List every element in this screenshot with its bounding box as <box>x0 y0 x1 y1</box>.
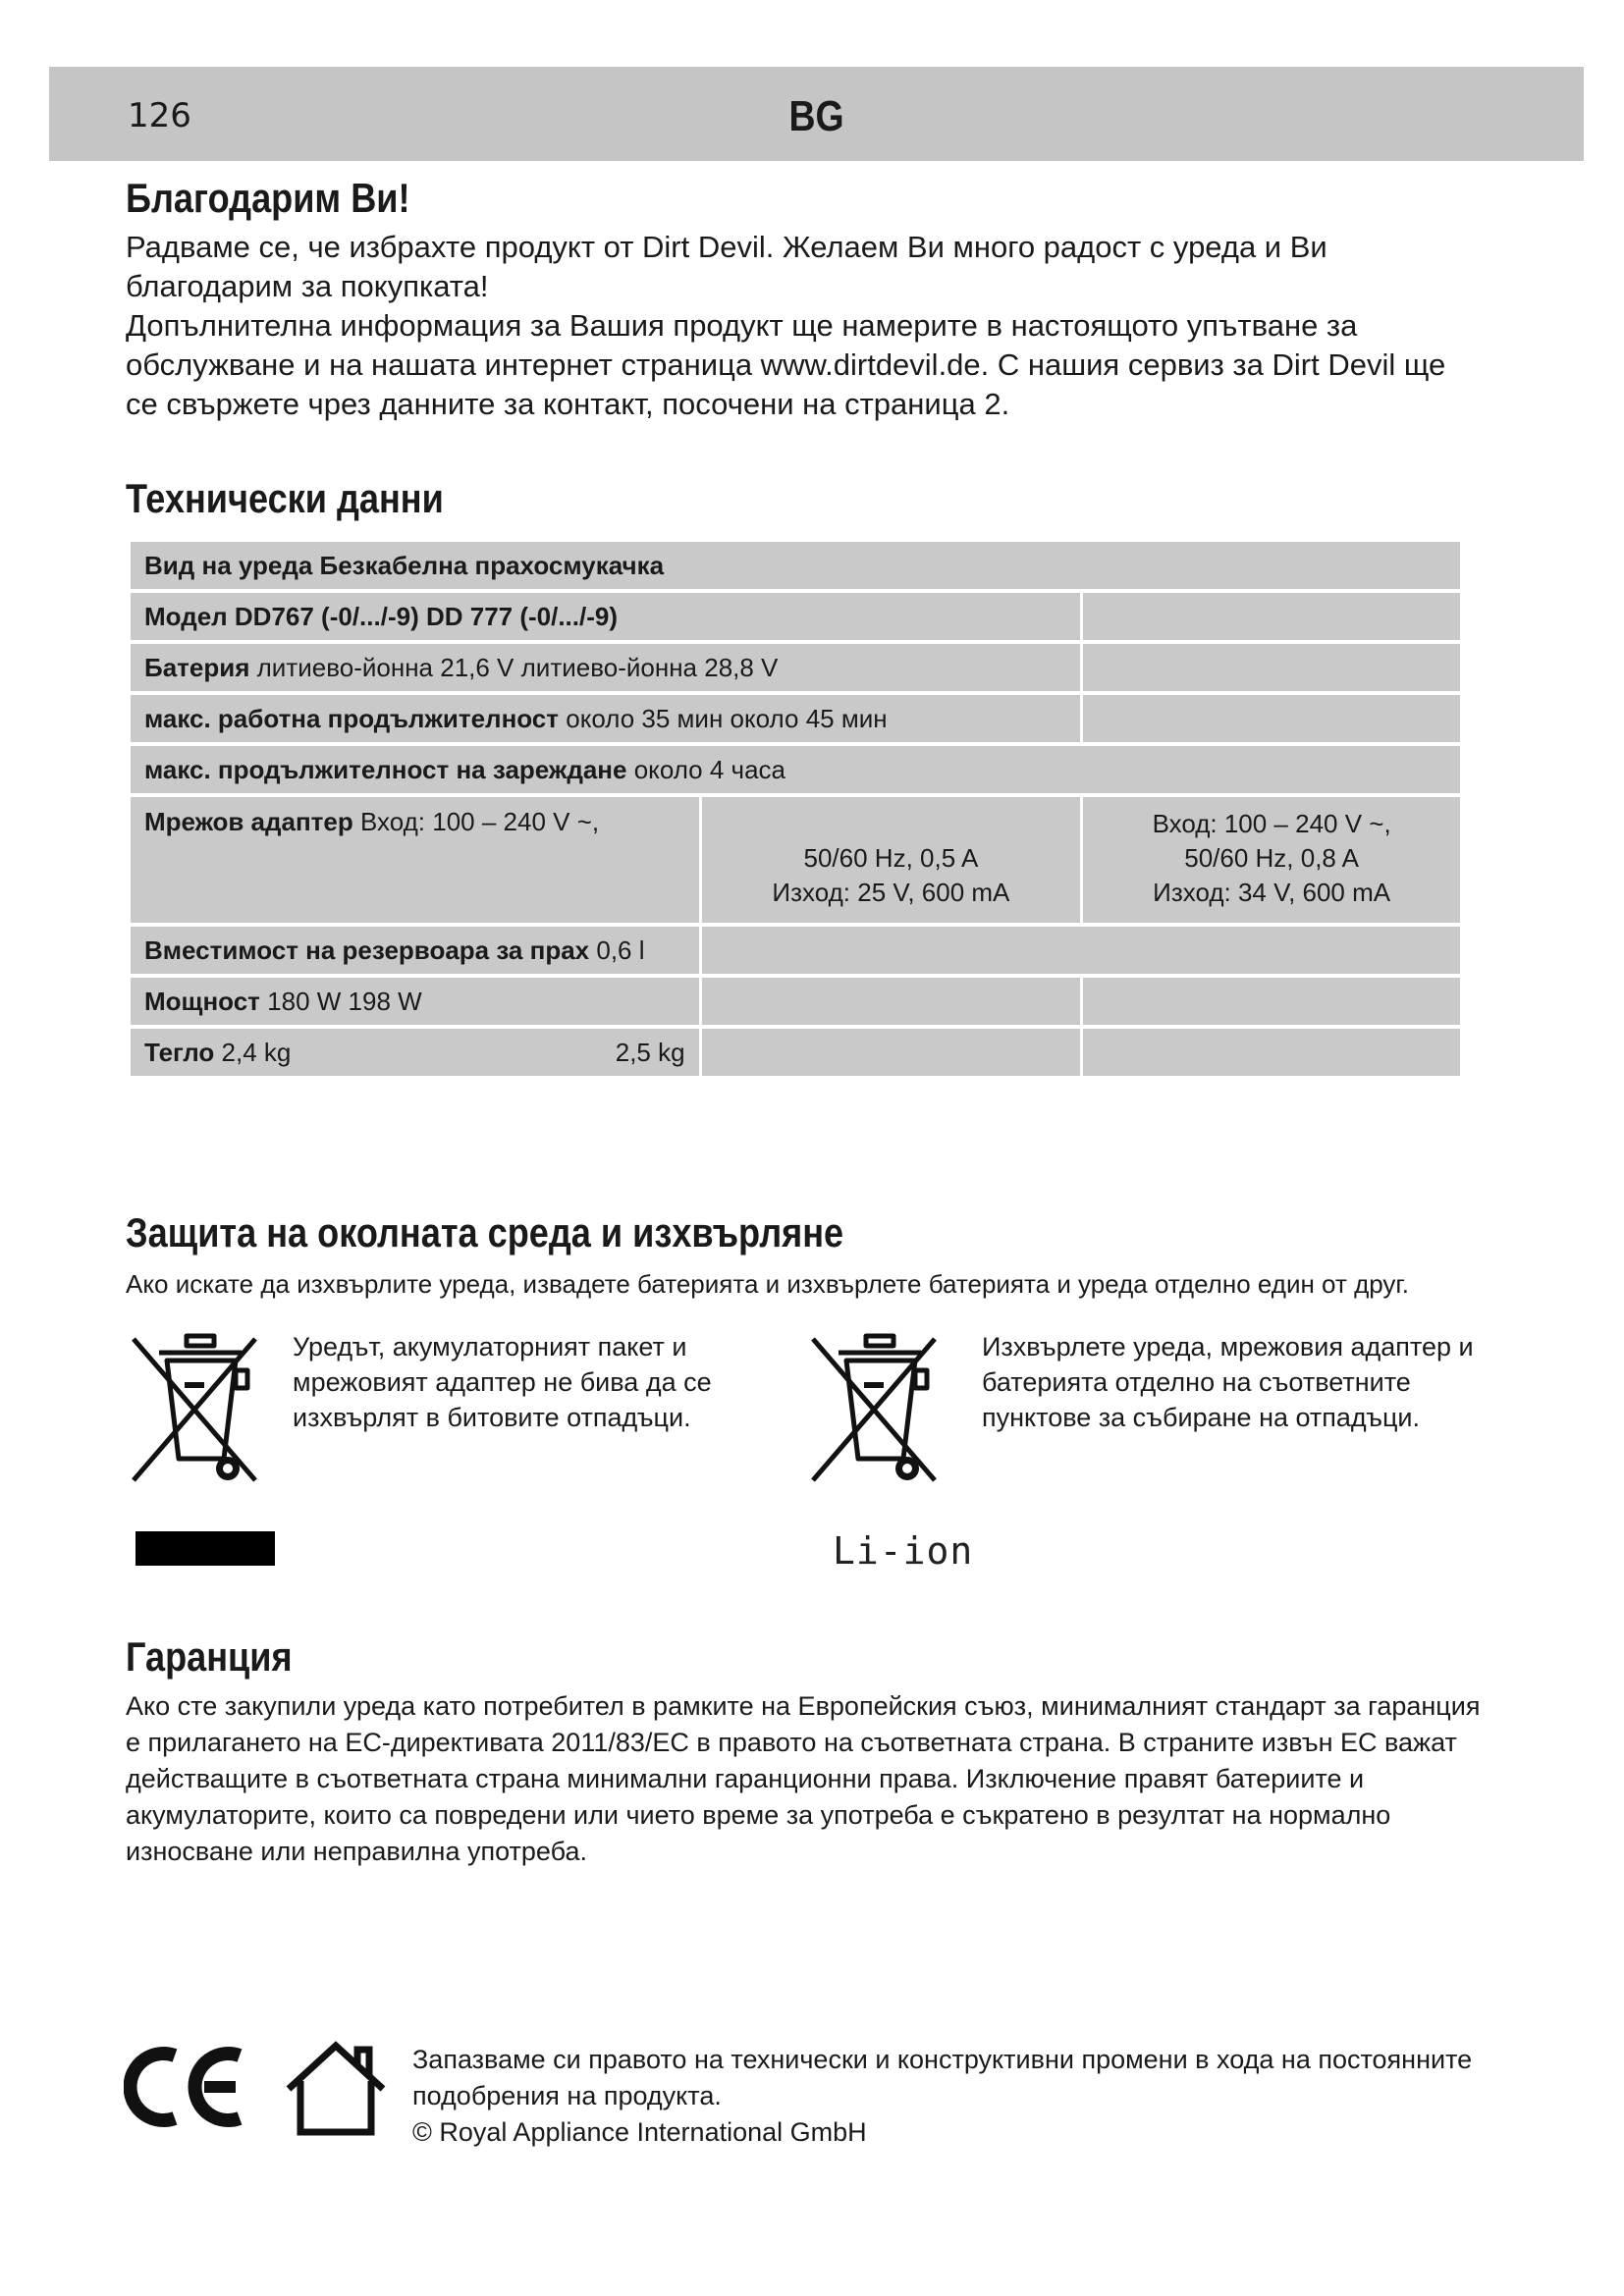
environment-intro: Ако искате да изхвърлите уреда, извадете батерията и изхвърлете батерията и уреда отделно един от друг. <box>126 1269 1409 1299</box>
black-bar <box>135 1531 275 1566</box>
footer-line-2: © Royal Appliance International GmbH <box>412 2117 867 2147</box>
environment-heading: Защита на околната среда и изхвърляне <box>126 1209 844 1255</box>
adapter-col3: Вход: 100 – 240 V ~, 50/60 Hz, 0,8 A Изход: 34 V, 600 mA <box>1083 797 1460 923</box>
table-row <box>131 927 1460 974</box>
footer-line-1: Запазваме си правото на технически и конструктивни промени в хода на постоянните подобрения на продукта. <box>412 2045 1473 2110</box>
type-cell: Вид на уреда Безкабелна прахосмукачка <box>131 542 1460 589</box>
table-row <box>131 746 1460 793</box>
empty-cell <box>702 1029 1084 1076</box>
empty-cell <box>1083 978 1460 1025</box>
intro-paragraph-1: Радваме се, че избрахте продукт от Dirt Devil. Желаем Ви много радост с уреда и Ви благодарим за покупката! <box>126 230 1327 303</box>
table-row <box>131 978 1460 1025</box>
empty-cell <box>702 978 1084 1025</box>
crossed-bin-icon <box>126 1331 263 1498</box>
crossed-bin-icon <box>805 1331 943 1498</box>
table-row <box>131 695 1460 742</box>
disposal-note-left: Уредът, акумулаторният пакет и мрежовият адаптер не бива да се изхвърлят в битовите отпадъци. <box>293 1332 712 1432</box>
intro-paragraph-2: Допълнителна информация за Вашия продукт ще намерите в настоящото упътване за обслужване и на нашата интернет страница www.dirtdevil.de. С нашия сервиз за Dirt Devil ще се свържете чрез данните за контакт, посочени на страница 2. <box>126 308 1446 421</box>
runtime-cell: макс. работна продължителност около 35 мин около 45 мин <box>131 695 1083 742</box>
warranty-heading: Гаранция <box>126 1633 293 1680</box>
ce-mark-icon <box>124 2042 251 2132</box>
empty-cell <box>1083 644 1460 691</box>
empty-cell <box>1083 695 1460 742</box>
adapter-cell: Мрежов адаптер Вход: 100 – 240 V ~, <box>131 797 702 923</box>
intro-text <box>126 228 1481 424</box>
table-row <box>131 797 1460 923</box>
intro-heading: Благодарим Ви! <box>126 175 410 221</box>
spec-table <box>131 538 1460 1080</box>
page-number: 126 <box>128 96 191 135</box>
weight-cell: Тегло 2,4 kg 2,5 kg <box>131 1029 702 1076</box>
empty-cell <box>1083 593 1460 640</box>
table-row <box>131 644 1460 691</box>
header-band <box>49 67 1584 161</box>
tech-heading: Технически данни <box>126 475 444 521</box>
adapter-col2: 50/60 Hz, 0,5 A Изход: 25 V, 600 mA <box>702 797 1084 923</box>
footer-text <box>412 2042 1473 2151</box>
table-row <box>131 593 1460 640</box>
warranty-text: Ако сте закупили уреда като потребител в рамките на Европейския съюз, минималният стандарт за гаранция е прилагането на ЕС-директивата 2011/83/ЕС в правото на съответната страна. В страните извън ЕС важат действащите в съответната страна минимални гаранционни права. Изключение правят батериите и акумулаторите, които са повредени или чието време за употреба е съкратено в резултат на нормално износване или неправилна употреба. <box>126 1691 1481 1866</box>
li-ion-label: Li-ion <box>833 1529 974 1573</box>
battery-cell: Батерия литиево-йонна 21,6 V литиево-йонна 28,8 V <box>131 644 1083 691</box>
disposal-note-right: Изхвърлете уреда, мрежовия адаптер и батерията отделно на съответните пунктове за събиране на отпадъци. <box>982 1332 1474 1432</box>
charge-cell: макс. продължителност на зареждане около 4 часа <box>131 746 1460 793</box>
power-cell: Мощност 180 W 198 W <box>131 978 702 1025</box>
language-code: BG <box>788 92 844 140</box>
model-cell: Модел DD767 (-0/.../-9) DD 777 (-0/.../-9) <box>131 593 1083 640</box>
empty-cell <box>1083 1029 1460 1076</box>
table-row <box>131 542 1460 589</box>
house-icon <box>281 2040 391 2138</box>
empty-cell <box>702 927 1460 974</box>
capacity-cell: Вместимост на резервоара за прах 0,6 l <box>131 927 702 974</box>
table-row <box>131 1029 1460 1076</box>
